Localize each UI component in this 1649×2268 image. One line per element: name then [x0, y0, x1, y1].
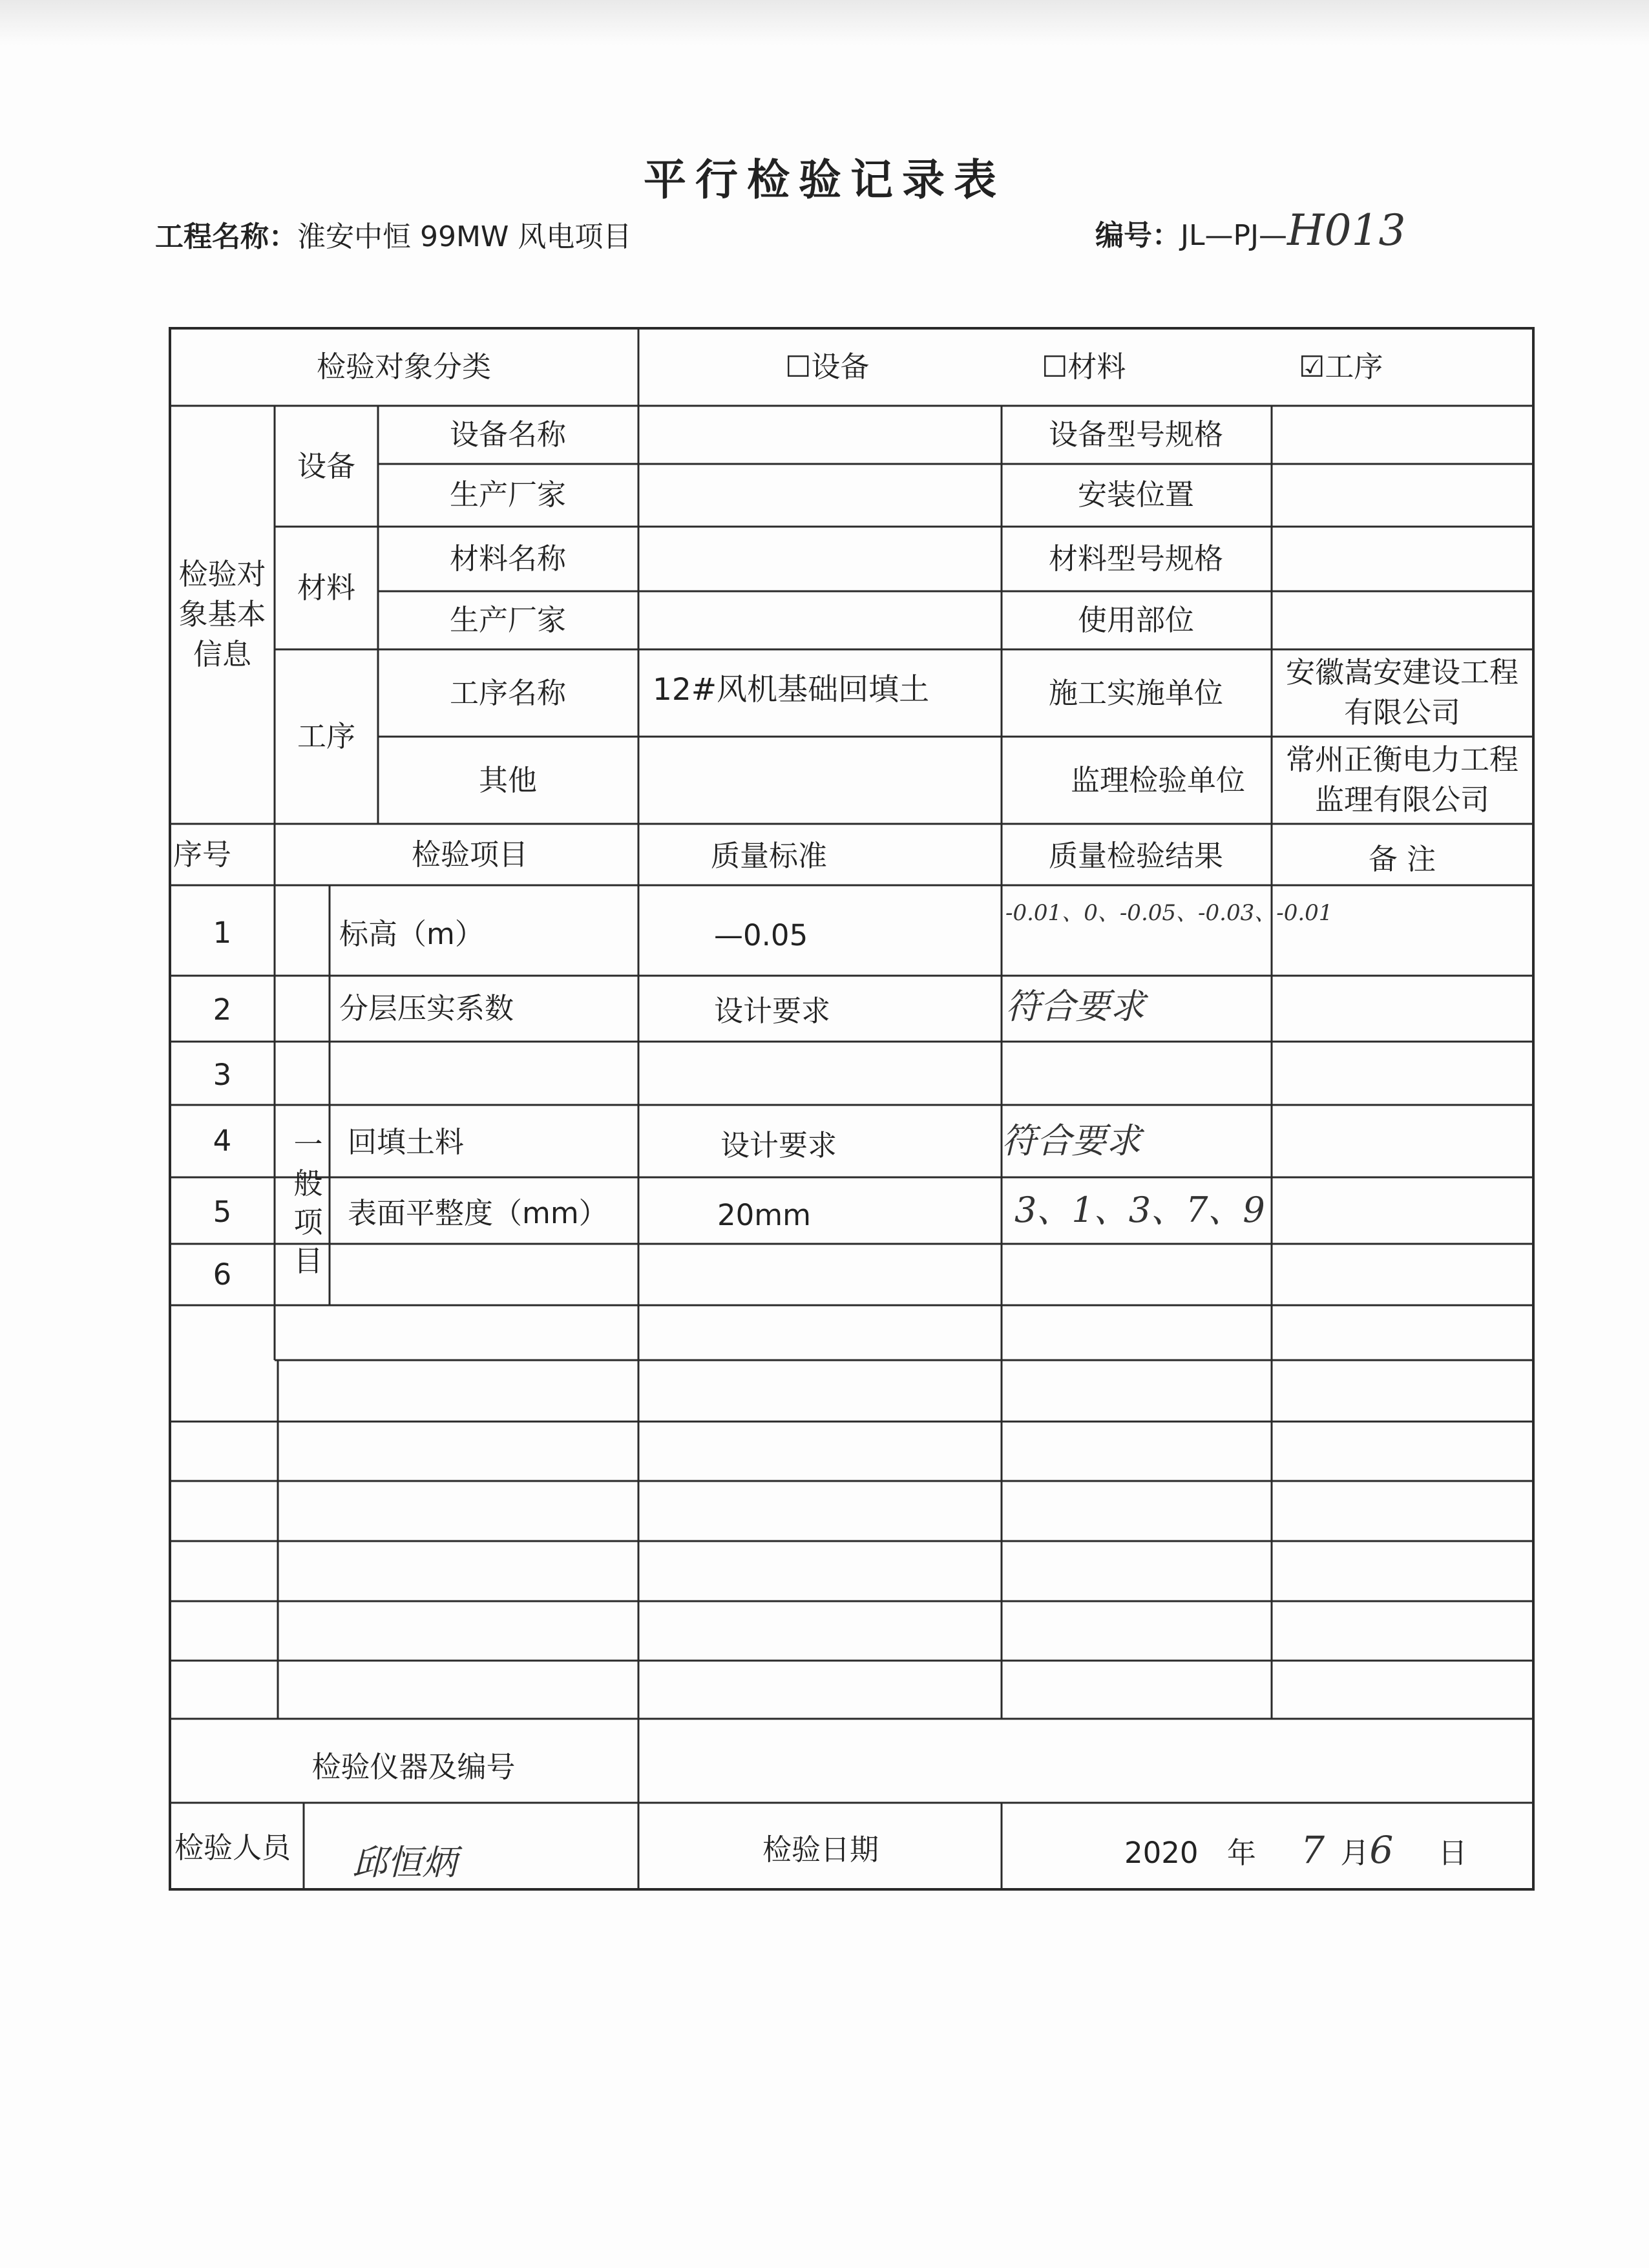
- group-equipment: 设备: [297, 449, 356, 483]
- supervisor-label: 监理检验单位: [1070, 763, 1246, 797]
- material-model-label: 材料型号规格: [1048, 541, 1224, 576]
- contractor-value: [1286, 653, 1518, 733]
- project-value: 淮安中恒 99MW 风电项目: [297, 220, 632, 253]
- row-item: 分层压实系数: [339, 991, 514, 1025]
- date-day: 6: [1369, 1828, 1394, 1872]
- row-item: 标高（m）: [339, 917, 484, 951]
- equipment-model-label: 设备型号规格: [1048, 417, 1224, 452]
- header-result: 质量检验结果: [1048, 839, 1224, 873]
- install-location-label: 安装位置: [1077, 478, 1195, 512]
- option-equipment-label: 设备: [811, 350, 870, 384]
- header-item: 检验项目: [411, 837, 529, 872]
- row-standard: 设计要求: [720, 1128, 837, 1162]
- basic-info-line: 检验对: [178, 557, 266, 591]
- checkbox-icon[interactable]: ☐: [785, 350, 812, 384]
- date-month: 7: [1301, 1828, 1325, 1872]
- row-standard: 20mm: [717, 1198, 811, 1232]
- date-day-unit: 日: [1438, 1836, 1467, 1870]
- basic-info-line: 信息: [193, 637, 252, 671]
- general-items-label: [292, 1126, 324, 1281]
- row-seq: 6: [213, 1257, 232, 1292]
- option-material-label: 材料: [1067, 350, 1126, 384]
- page-title: 平行检验记录表: [644, 155, 1005, 205]
- date-year-unit: 年: [1226, 1836, 1256, 1870]
- header-note: 备 注: [1368, 842, 1436, 876]
- basic-info-label: [178, 554, 266, 675]
- header-standard: 质量标准: [710, 839, 828, 873]
- date-label: 检验日期: [762, 1832, 879, 1867]
- number-prefix: JL—PJ—: [1181, 219, 1287, 252]
- record-number: [1095, 205, 1406, 255]
- row-result: 3、1、3、7、9: [1014, 1190, 1265, 1230]
- supervisor-line: 常州正衡电力工程: [1285, 742, 1519, 777]
- header-seq: 序号: [173, 837, 232, 872]
- inspector-label: 检验人员: [174, 1831, 291, 1865]
- option-material[interactable]: [1042, 349, 1126, 385]
- row-result: -0.01、0、-0.05、-0.03、-0.01: [1005, 900, 1333, 926]
- instrument-label: 检验仪器及编号: [311, 1750, 516, 1784]
- row-result: 符合要求: [1005, 986, 1145, 1027]
- general-char: 项: [293, 1205, 323, 1239]
- general-char: 目: [293, 1244, 323, 1278]
- inspector-signature: 邱恒炳: [352, 1842, 457, 1883]
- option-equipment[interactable]: [785, 349, 869, 385]
- row-seq: 1: [213, 916, 232, 950]
- process-name-text: 12#风机基础回填土: [653, 672, 930, 708]
- option-process[interactable]: [1299, 349, 1383, 385]
- group-material: 材料: [297, 571, 356, 605]
- row-standard: 设计要求: [714, 994, 831, 1028]
- general-char: 一: [293, 1128, 323, 1162]
- material-name-label: 材料名称: [449, 541, 567, 576]
- category-label: 检验对象分类: [316, 350, 492, 384]
- date-year: 2020: [1124, 1836, 1199, 1870]
- other-label: 其他: [478, 763, 538, 797]
- checked-checkbox-icon[interactable]: ☑: [1299, 350, 1325, 384]
- use-location-label: 使用部位: [1077, 603, 1195, 637]
- supervisor-value: [1286, 740, 1518, 820]
- row-seq: 4: [213, 1124, 232, 1158]
- row-item: 表面平整度（mm）: [348, 1196, 608, 1230]
- project-label: 工程名称：: [155, 220, 297, 253]
- process-name-label: 工序名称: [449, 676, 567, 710]
- group-process: 工序: [297, 719, 356, 753]
- row-seq: 5: [213, 1195, 232, 1229]
- basic-info-line: 象基本: [178, 597, 266, 631]
- number-handwritten: H013: [1287, 205, 1406, 255]
- equipment-name-label: 设备名称: [449, 417, 567, 452]
- row-result: 符合要求: [1002, 1120, 1141, 1161]
- checkbox-icon[interactable]: ☐: [1042, 350, 1068, 384]
- number-label: 编号：: [1095, 219, 1181, 252]
- contractor-line: 有限公司: [1343, 695, 1461, 730]
- project-name: [155, 213, 631, 255]
- general-char: 般: [293, 1166, 323, 1201]
- row-seq: 2: [213, 992, 232, 1027]
- material-maker-label: 生产厂家: [449, 603, 567, 637]
- equipment-maker-label: 生产厂家: [449, 478, 567, 512]
- row-item: 回填土料: [348, 1125, 465, 1159]
- row-standard: —0.05: [714, 918, 808, 952]
- contractor-label: 施工实施单位: [1048, 676, 1224, 710]
- row-seq: 3: [213, 1058, 232, 1092]
- supervisor-line: 监理有限公司: [1314, 782, 1490, 817]
- scan-edge: [0, 0, 1649, 45]
- contractor-line: 安徽嵩安建设工程: [1285, 655, 1519, 689]
- date-value: [1124, 1828, 1467, 1872]
- date-month-unit: 月: [1340, 1836, 1370, 1870]
- option-process-label: 工序: [1325, 350, 1383, 384]
- process-name-value: [653, 672, 929, 708]
